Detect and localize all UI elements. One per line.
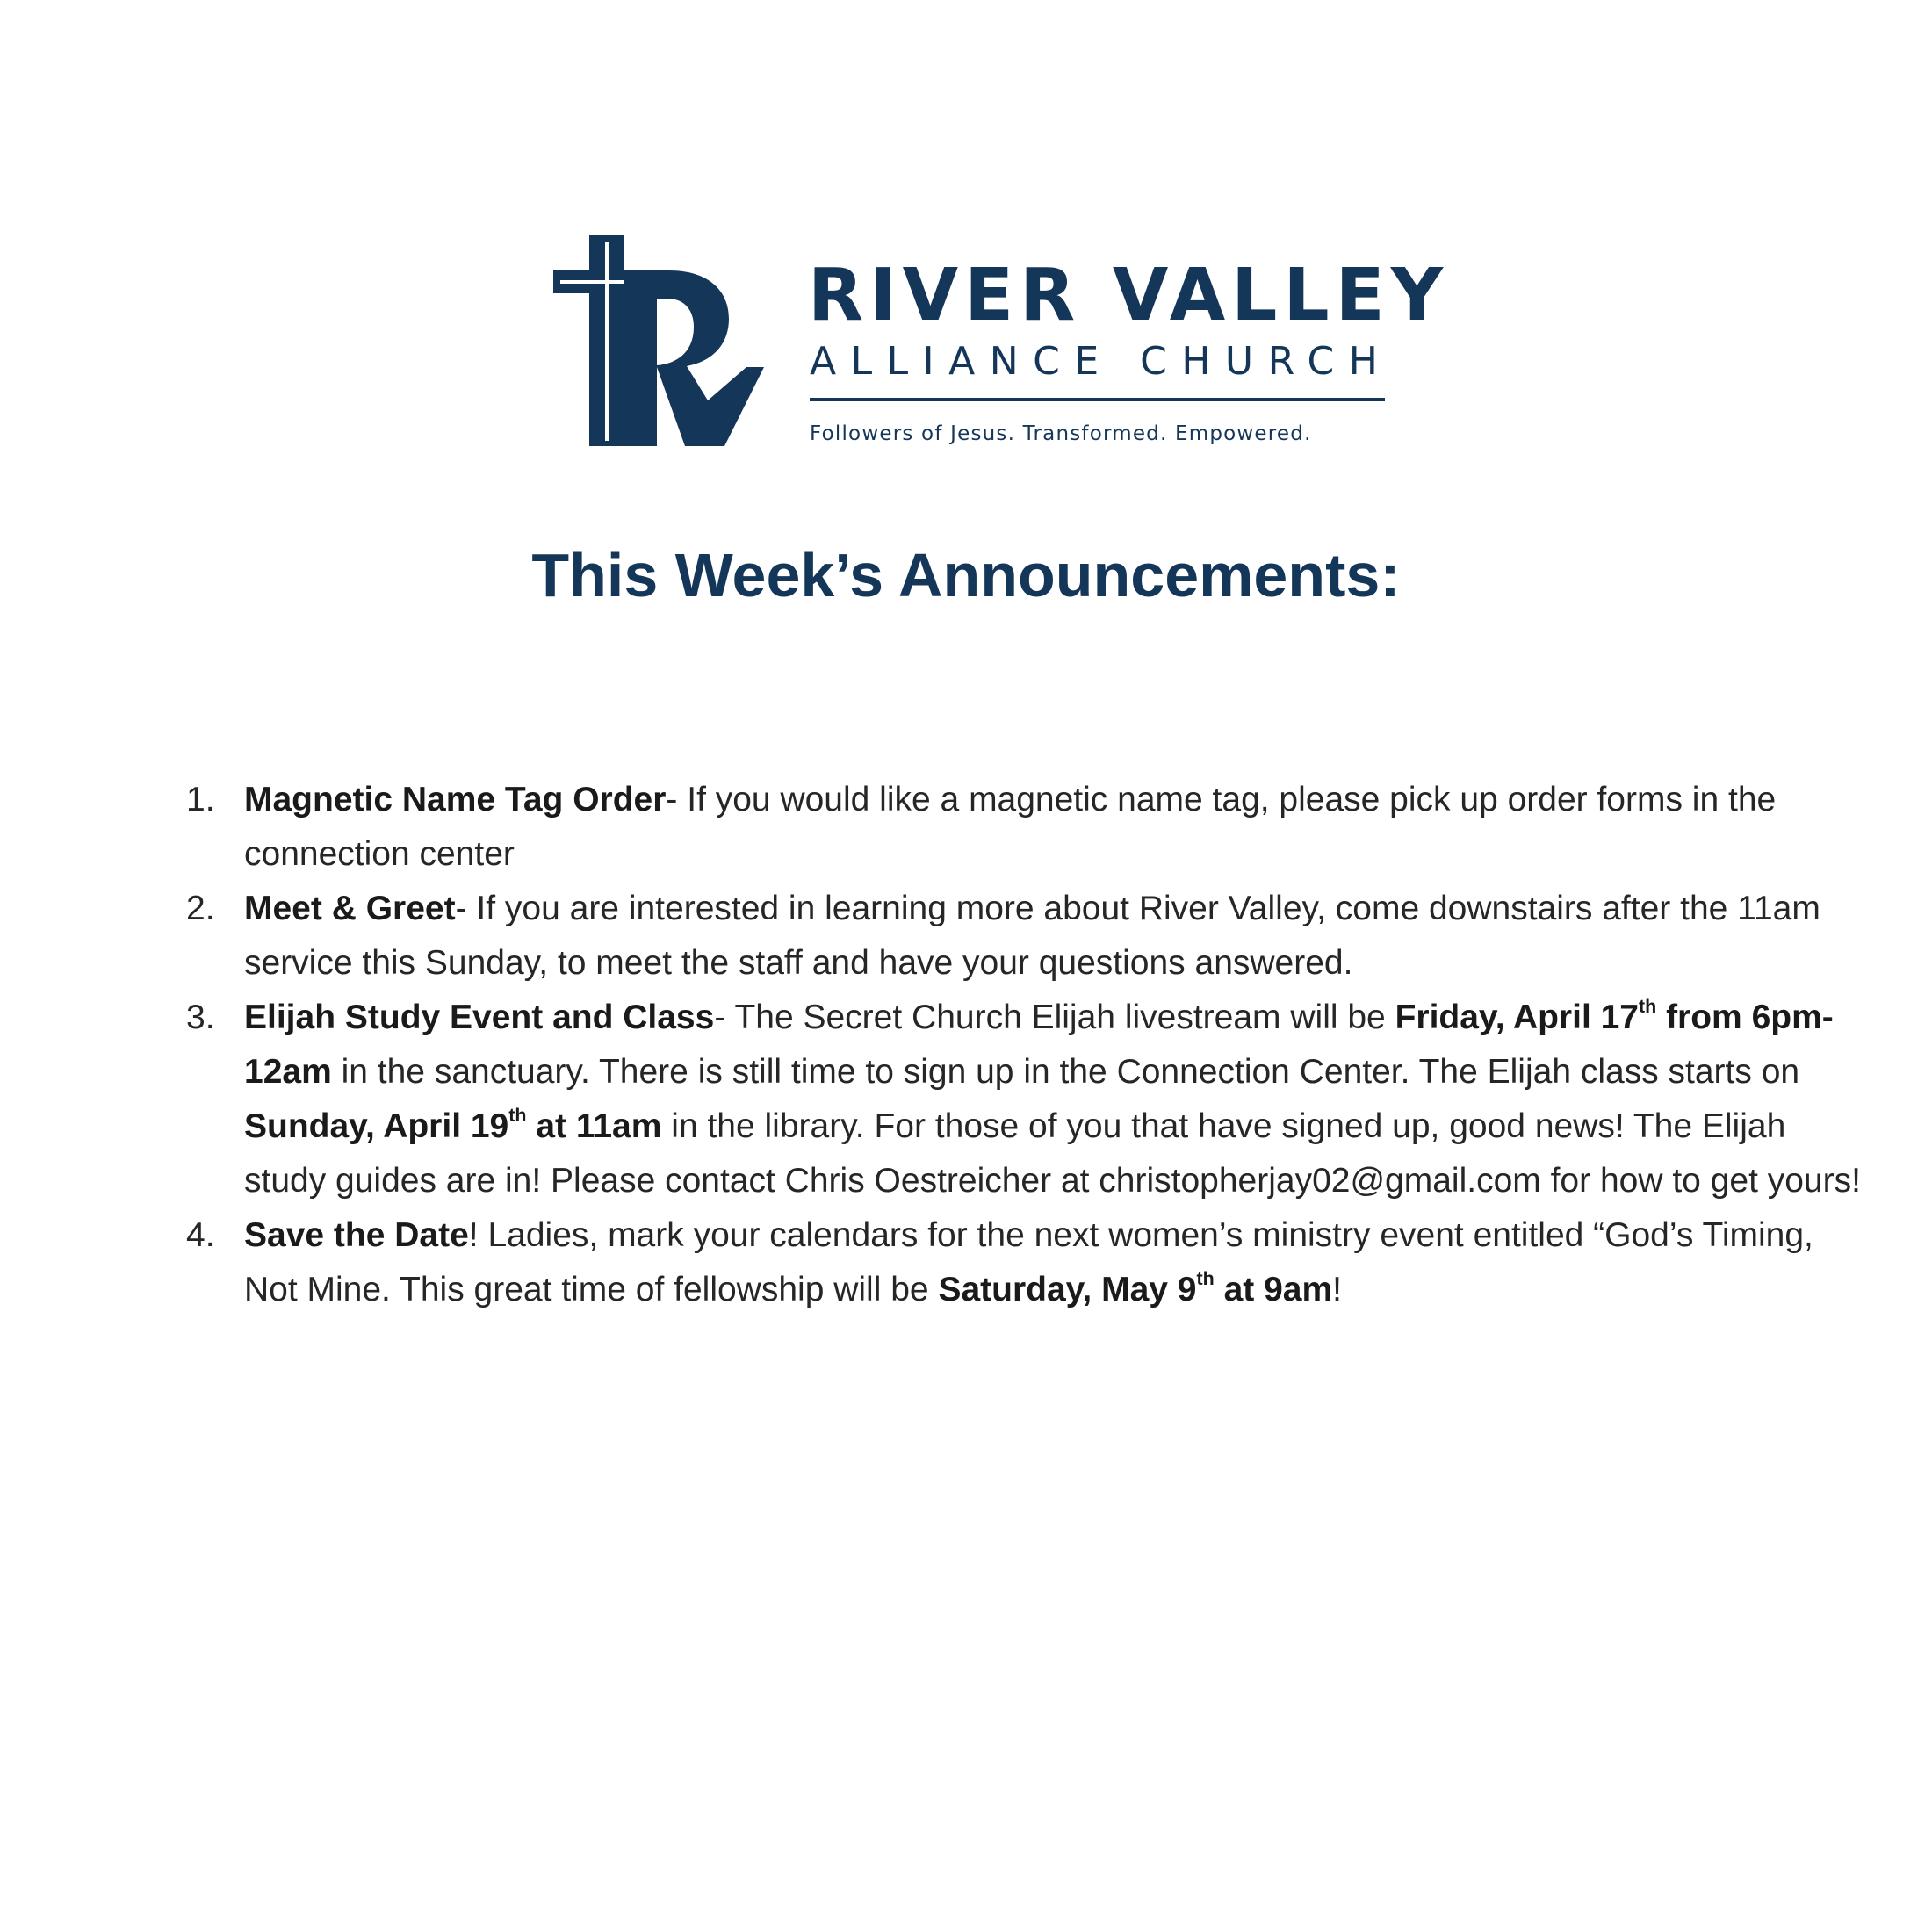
announcement-item — [184, 1208, 1871, 1317]
event-date: Saturday, May 9th at 9am — [938, 1267, 1333, 1308]
event-date: Friday, April 17th from 6pm-12am — [244, 995, 1834, 1091]
page-title: This Week’s Announcements: — [531, 541, 1401, 609]
announcement-title: Save the Date — [244, 1216, 469, 1254]
class-date: Sunday, April 19th at 11am — [244, 1104, 662, 1145]
announcement-item — [184, 991, 1871, 1208]
announcement-text: in the sanctuary. There is still time to sign up in the Connection Center. The Elijah class starts on — [331, 1053, 1800, 1091]
list-number: 3. — [186, 998, 215, 1036]
announcement-text: ! Ladies, mark your calendars for the next women’s ministry event entitled “God’s Timing, Not Mine. This great time of fellowship will be — [244, 1216, 1813, 1308]
list-number: 4. — [186, 1216, 215, 1254]
announcement-text: - If you would like a magnetic name tag, please pick up order forms in the connection center — [244, 781, 1777, 873]
announcement-title: Magnetic Name Tag Order — [244, 781, 667, 818]
logo-divider — [810, 398, 1385, 401]
announcement-title: Meet & Greet — [244, 890, 456, 927]
announcement-list — [184, 773, 1871, 1317]
announcement-text: - If you are interested in learning more about River Valley, come downstairs after the 11am service this Sunday, to meet the staff and have your questions answered. — [244, 890, 1820, 982]
church-subtitle: ALLIANCE CHURCH — [810, 339, 1393, 384]
announcement-title: Elijah Study Event and Class — [244, 998, 715, 1036]
list-number: 2. — [186, 890, 215, 927]
announcement-item — [184, 773, 1871, 882]
church-tagline: Followers of Jesus. Transformed. Empowered. — [810, 422, 1312, 445]
list-number: 1. — [186, 781, 215, 818]
announcement-text: ! — [1332, 1271, 1342, 1308]
announcement-item — [184, 882, 1871, 991]
church-logo — [553, 235, 1450, 455]
announcement-text: - The Secret Church Elijah livestream will be — [714, 998, 1395, 1036]
announcement-text: in the library. For those of you that have signed up, good news! The Elijah study guides are in! Please contact Chris Oestreicher at christopherjay02@gmail.com for how to get yours! — [244, 1107, 1861, 1200]
church-name: RIVER VALLEY — [808, 254, 1450, 337]
cross-r-monogram-icon — [553, 235, 764, 446]
